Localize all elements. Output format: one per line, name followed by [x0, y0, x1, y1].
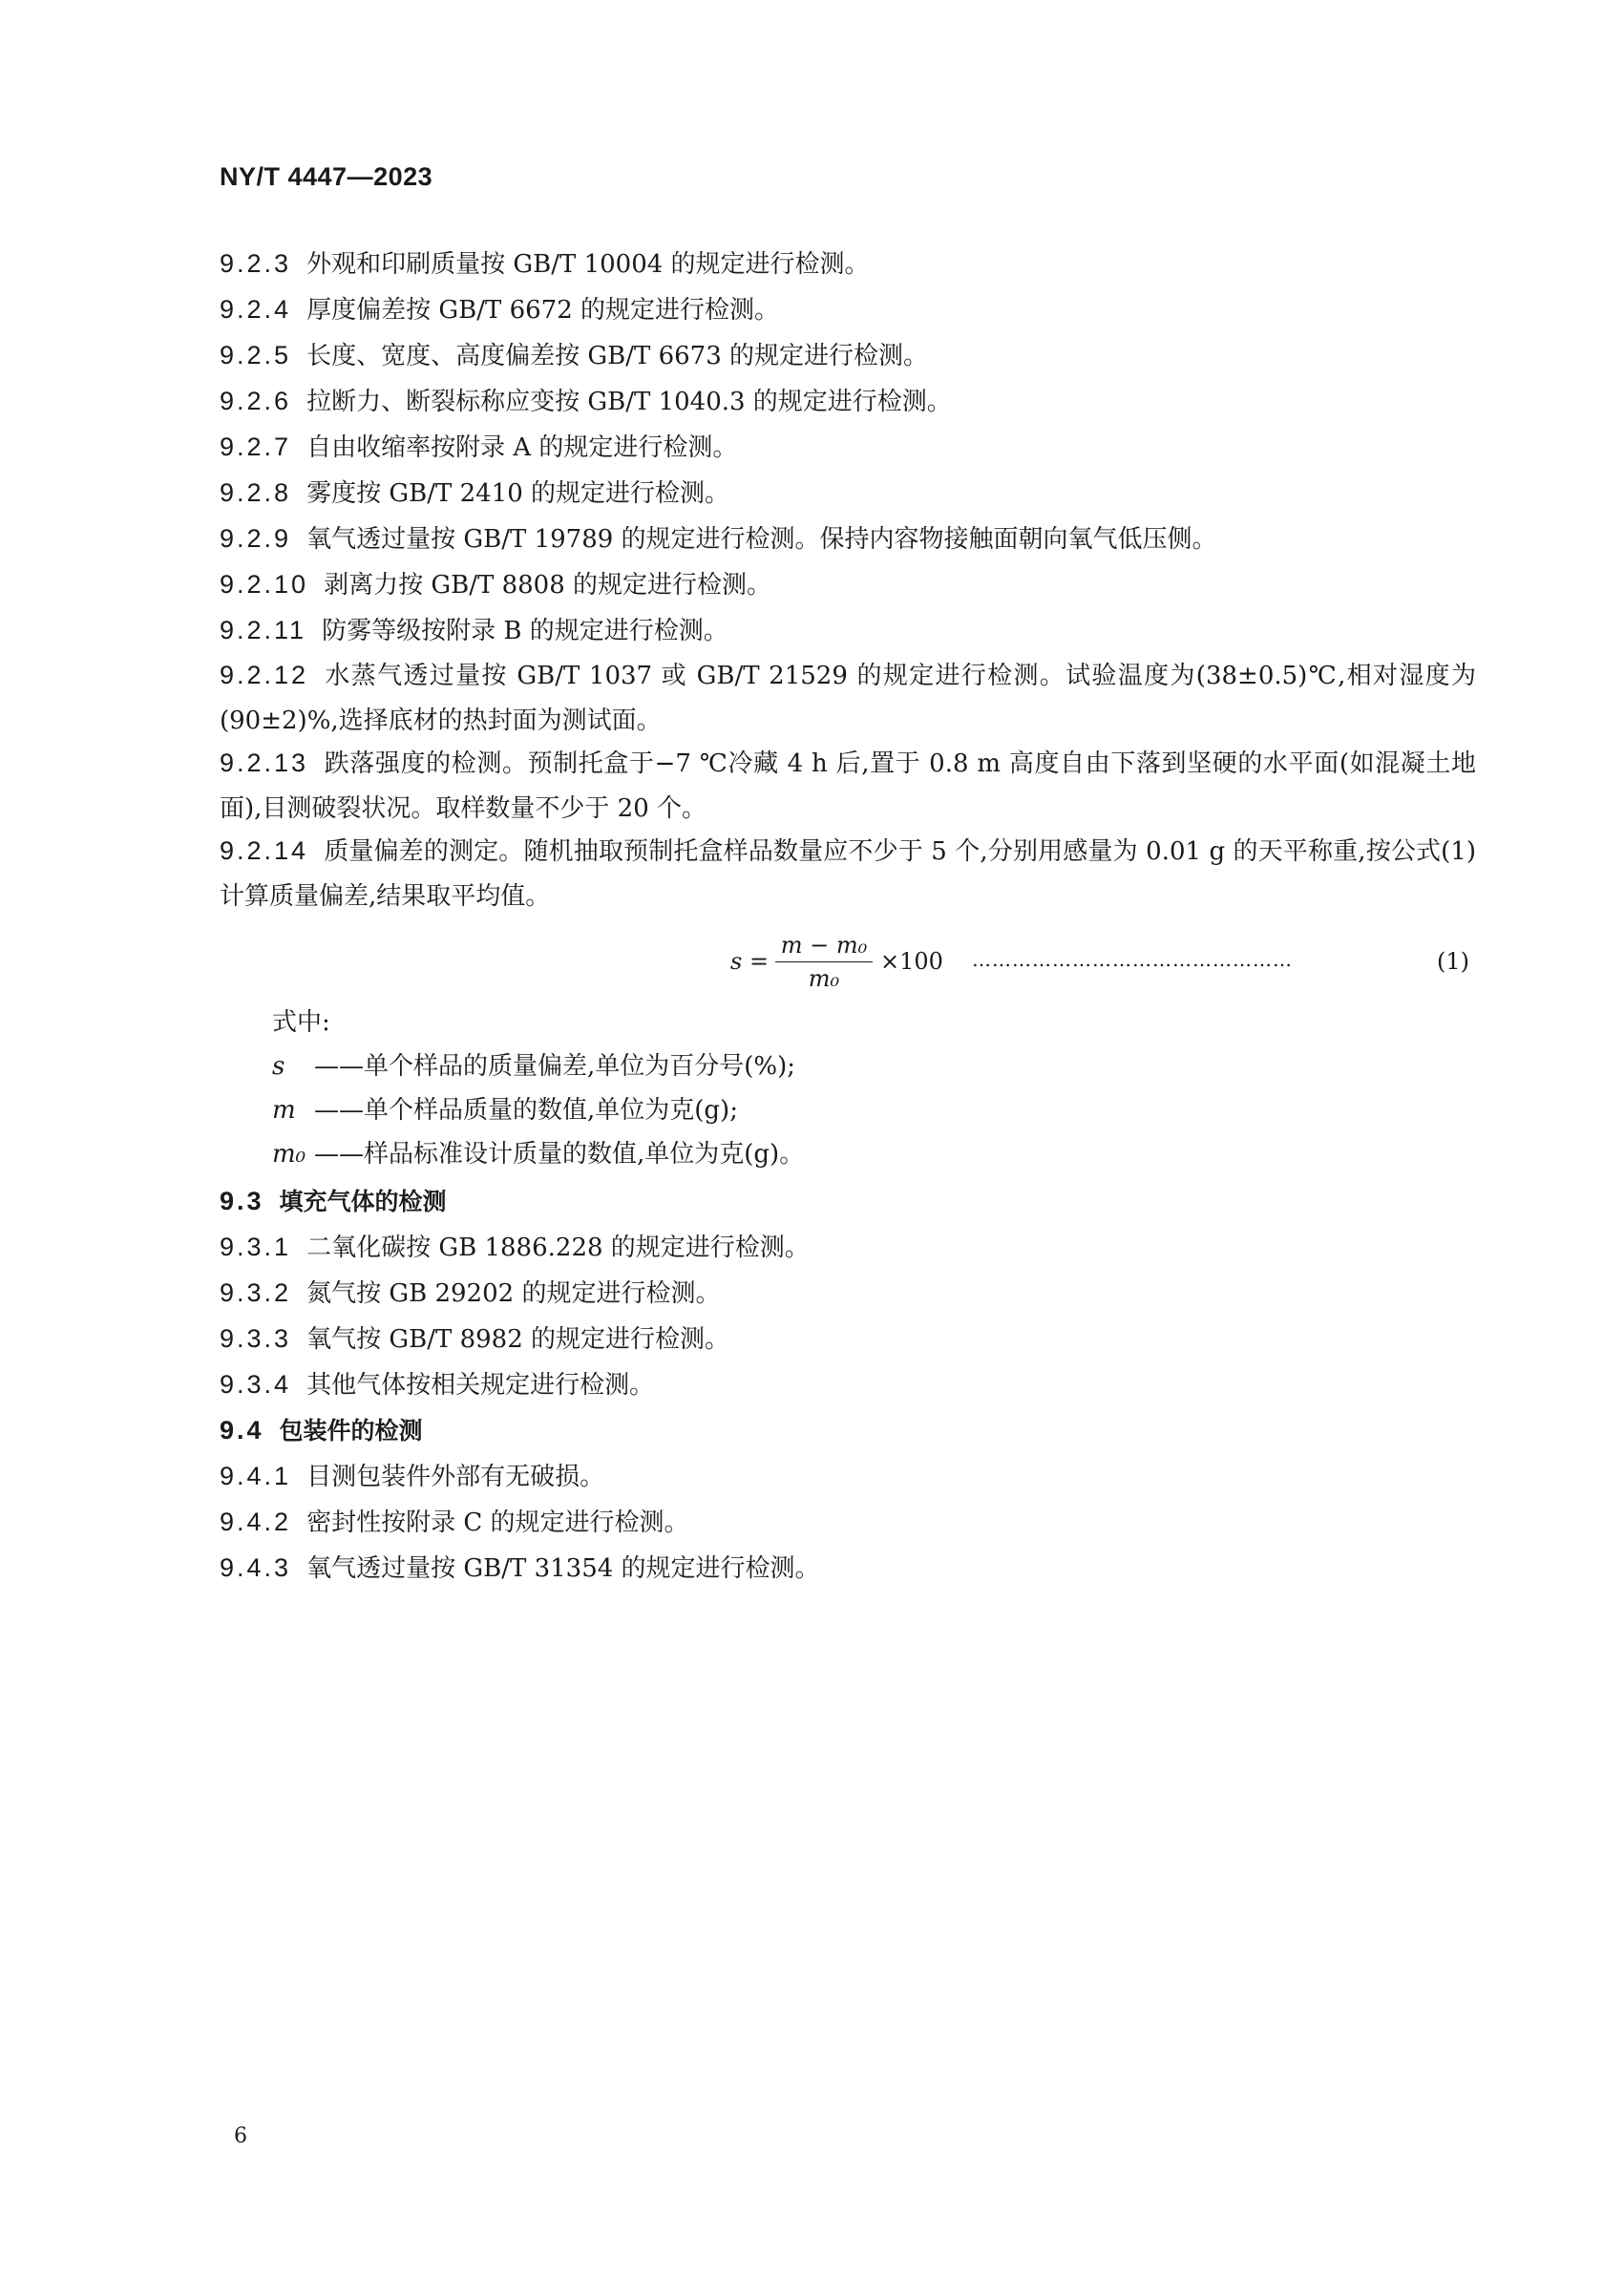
clause-number: 9.3.2: [220, 1278, 292, 1307]
clause-9-2-11: [220, 607, 1476, 654]
clause-number: 9.3.3: [220, 1324, 292, 1353]
clause-text: 密封性按附录 C 的规定进行检测。: [306, 1508, 689, 1537]
clause-text: 剥离力按 GB/T 8808 的规定进行检测。: [324, 571, 772, 600]
clause-9-2-8: [220, 470, 1476, 517]
fraction-bar: [775, 961, 873, 962]
clause-9-2-3: [220, 241, 1476, 287]
clause-text: 雾度按 GB/T 2410 的规定进行检测。: [306, 479, 730, 508]
clause-number: 9.2.12: [220, 661, 309, 689]
clause-9-3-4: [220, 1361, 1476, 1408]
section-title: 包装件的检测: [279, 1417, 423, 1445]
clause-number: 9.2.13: [220, 749, 309, 777]
clause-text: 氧气透过量按 GB/T 31354 的规定进行检测。: [306, 1554, 820, 1583]
clause-text: 跌落强度的检测。预制托盒于−7 ℃冷藏 4 h 后,置于 0.8 m 高度自由下落到坚硬的水平面(如混凝土地面),目测破裂状况。取样数量不少于 20 个。: [220, 749, 1476, 823]
clause-text: 自由收缩率按附录 A 的规定进行检测。: [306, 433, 738, 462]
clause-number: 9.2.5: [220, 341, 292, 369]
clause-number: 9.2.8: [220, 478, 292, 507]
where-intro: 式中:: [272, 1008, 330, 1037]
formula-fraction: [771, 931, 876, 993]
clause-number: 9.2.14: [220, 836, 309, 865]
clause-number: 9.4.3: [220, 1553, 292, 1582]
clause-text: 氮气按 GB 29202 的规定进行检测。: [306, 1279, 721, 1308]
var-symbol: s: [272, 1052, 285, 1081]
page-number: 6: [234, 2124, 247, 2148]
clause-9-2-14: [220, 829, 1476, 919]
clause-number: 9.2.4: [220, 295, 292, 324]
clause-text: 外观和印刷质量按 GB/T 10004 的规定进行检测。: [306, 250, 870, 279]
clause-number: 9.3.4: [220, 1370, 292, 1399]
section-9-4-heading: [220, 1407, 1476, 1454]
section-number: 9.4: [220, 1416, 264, 1445]
clause-number: 9.2.10: [220, 570, 309, 599]
formula-multiplier: ×100: [880, 948, 943, 975]
where-var-m0: [272, 1132, 804, 1176]
clause-9-2-6: [220, 378, 1476, 425]
clause-9-2-10: [220, 561, 1476, 608]
section-number: 9.3: [220, 1187, 264, 1215]
formula-number: (1): [1437, 948, 1469, 975]
clause-number: 9.3.1: [220, 1233, 292, 1261]
clause-text: 氧气透过量按 GB/T 19789 的规定进行检测。保持内容物接触面朝向氧气低压侧。: [306, 525, 1217, 554]
clause-9-4-1: [220, 1453, 1476, 1500]
clause-9-3-2: [220, 1270, 1476, 1317]
formula-1: [0, 931, 1624, 998]
formula-lhs: s: [730, 948, 743, 975]
clause-number: 9.2.9: [220, 524, 292, 553]
clause-text: 拉断力、断裂标称应变按 GB/T 1040.3 的规定进行检测。: [306, 388, 952, 416]
formula-leader-dots: …………………………………………: [972, 948, 1293, 971]
where-var-m: [272, 1088, 738, 1132]
clause-9-4-3: [220, 1545, 1476, 1592]
clause-9-2-12: [220, 653, 1476, 744]
var-description: ——单个样品质量的数值,单位为克(g);: [314, 1096, 738, 1125]
where-var-s: [272, 1044, 795, 1088]
clause-9-4-2: [220, 1499, 1476, 1546]
clause-text: 氧气按 GB/T 8982 的规定进行检测。: [306, 1325, 730, 1354]
clause-number: 9.2.3: [220, 249, 292, 278]
section-9-3-heading: [220, 1178, 1476, 1225]
formula-equals: =: [749, 948, 770, 975]
clause-number: 9.4.2: [220, 1508, 292, 1536]
clause-number: 9.2.11: [220, 616, 307, 644]
clause-text: 质量偏差的测定。随机抽取预制托盒样品数量应不少于 5 个,分别用感量为 0.01 g 的天平称重,按公式(1)计算质量偏差,结果取平均值。: [220, 837, 1476, 911]
clause-text: 目测包装件外部有无破损。: [306, 1463, 605, 1491]
var-symbol: m₀: [272, 1140, 306, 1169]
var-description: ——单个样品的质量偏差,单位为百分号(%);: [314, 1052, 796, 1081]
clause-9-3-3: [220, 1316, 1476, 1362]
clause-9-2-5: [220, 332, 1476, 379]
clause-9-3-1: [220, 1224, 1476, 1271]
clause-9-2-13: [220, 741, 1476, 832]
clause-text: 长度、宽度、高度偏差按 GB/T 6673 的规定进行检测。: [306, 342, 929, 370]
clause-text: 厚度偏差按 GB/T 6672 的规定进行检测。: [306, 296, 780, 325]
formula-denominator: m₀: [808, 965, 840, 992]
clause-text: 二氧化碳按 GB 1886.228 的规定进行检测。: [306, 1234, 810, 1262]
clause-text: 防雾等级按附录 B 的规定进行检测。: [322, 617, 728, 645]
formula-numerator: m − m₀: [780, 932, 868, 959]
clause-text: 其他气体按相关规定进行检测。: [306, 1371, 655, 1400]
document-header: NY/T 4447—2023: [220, 162, 433, 191]
section-title: 填充气体的检测: [279, 1188, 447, 1215]
clause-9-2-4: [220, 286, 1476, 333]
clause-9-2-7: [220, 424, 1476, 471]
clause-number: 9.2.7: [220, 432, 292, 461]
clause-number: 9.4.1: [220, 1462, 292, 1490]
var-symbol: m: [272, 1096, 296, 1125]
var-description: ——样品标准设计质量的数值,单位为克(g)。: [314, 1140, 805, 1169]
clause-number: 9.2.6: [220, 387, 292, 415]
clause-9-2-9: [220, 516, 1476, 562]
clause-text: 水蒸气透过量按 GB/T 1037 或 GB/T 21529 的规定进行检测。试验温度为(38±0.5)℃,相对湿度为(90±2)%,选择底材的热封面为测试面。: [220, 662, 1476, 735]
